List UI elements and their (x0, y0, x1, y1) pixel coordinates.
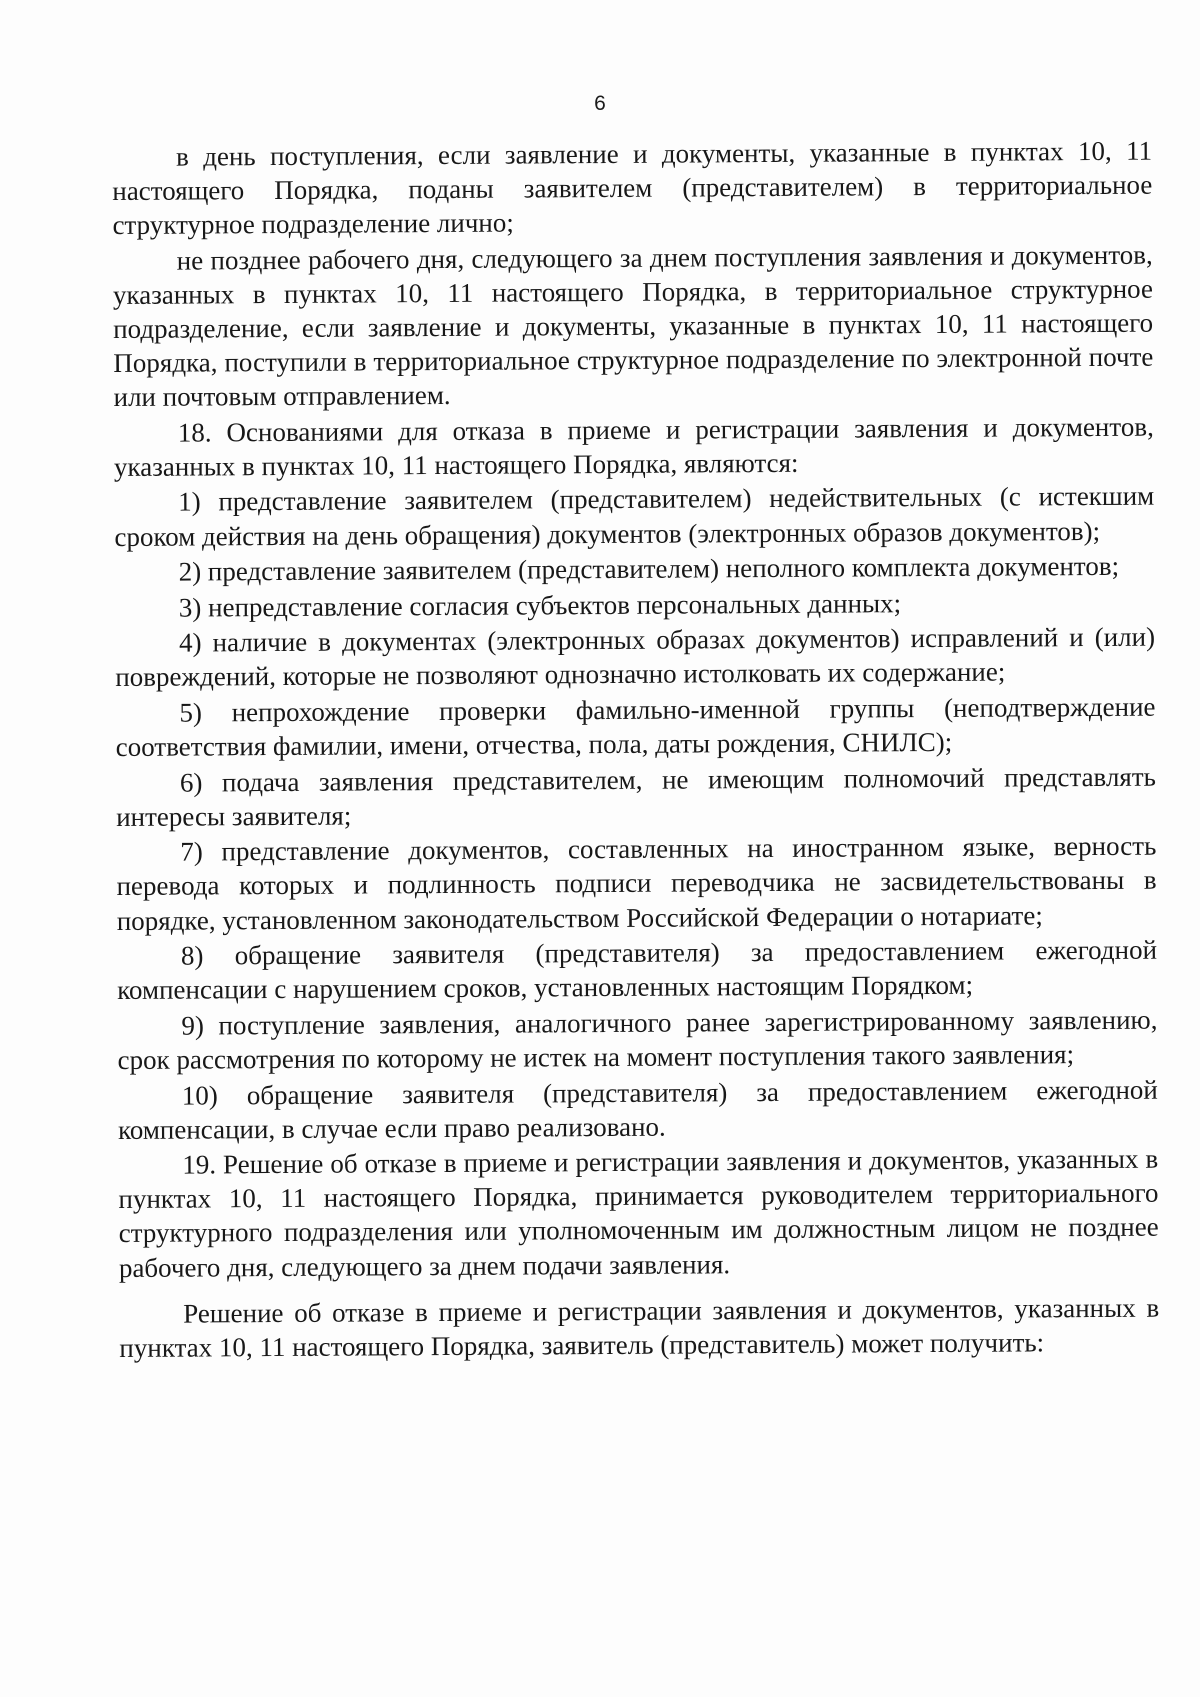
list-item-10-right-realized: 10) обращение заявителя (представителя) за предоставлением ежегодной компенсации, в случае если право реализовано. (117, 1074, 1158, 1145)
paragraph-19-refusal-decision: 19. Решение об отказе в приеме и регистрации заявления и документов, указанных в пунктах 10, 11 настоящего Порядка, принимается руководителем территориального структурного подразделения или уполномоченным им должностным лицом не позднее рабочего дня, следующего за днем подачи заявления. (118, 1143, 1159, 1283)
paragraph-refusal-receipt: Решение об отказе в приеме и регистрации заявления и документов, указанных в пунктах 10, 11 настоящего Порядка, заявитель (представитель) может получить: (119, 1292, 1160, 1363)
list-item-7-foreign-language: 7) представление документов, составленных на иностранном языке, верность перевода которых и подлинность подписи переводчика не засвидетельствованы в порядке, установленном законодательством Российской Федерации о нотариате; (116, 831, 1157, 936)
list-item-8-deadline-violation: 8) обращение заявителя (представителя) за предоставлением ежегодной компенсации с нарушением сроков, установленных настоящим Порядком; (117, 934, 1158, 1006)
paragraph-reception-next-day: не позднее рабочего дня, следующего за днем поступления заявления и документов, указанных в пунктах 10, 11 настоящего Порядка, в территориальное структурное подразделение, если заявление и документы, указанные в пунктах 10, 11 настоящего Порядка, поступили в территориальное структурное подразделение по электронной почте или почтовым отправлением. (112, 239, 1154, 413)
list-item-4-corrections-damage: 4) наличие в документах (электронных образах документов) исправлений и (или) повреждений, которые не позволяют однозначно истолковать их содержание; (115, 621, 1156, 693)
document-body (112, 134, 1159, 1367)
paragraph-18-refusal-grounds: 18. Основаниями для отказа в приеме и регистрации заявления и документов, указанных в пунктах 10, 11 настоящего Порядка, являются: (113, 411, 1154, 482)
list-item-1-invalid-documents: 1) представление заявителем (представителем) недействительных (с истекшим сроком действия на день обращения) документов (электронных образов документов); (114, 481, 1155, 552)
paragraph-reception-same-day: в день поступления, если заявление и документы, указанные в пунктах 10, 11 настоящего Порядка, поданы заявителем (представителем) в территориальное структурное подразделение лично; (112, 135, 1153, 241)
page-number: 6 (594, 92, 606, 115)
list-item-6-no-authority: 6) подача заявления представителем, не имеющим полномочий представлять интересы заявителя; (116, 761, 1156, 832)
list-item-3-no-consent: 3) непредставление согласия субъектов персональных данных; (178, 587, 902, 623)
list-item-2-incomplete-set: 2) представление заявителем (представителем) неполного комплекта документов; (178, 550, 1120, 587)
list-item-5-name-check-failed: 5) непрохождение проверки фамильно-именной группы (неподтверждение соответствия фамилии, имени, отчества, пола, даты рождения, СНИЛС); (115, 691, 1156, 763)
list-item-9-duplicate-application: 9) поступление заявления, аналогичного ранее зарегистрированному заявлению, срок рассмотрения по которому не истек на момент поступления такого заявления; (117, 1004, 1158, 1075)
